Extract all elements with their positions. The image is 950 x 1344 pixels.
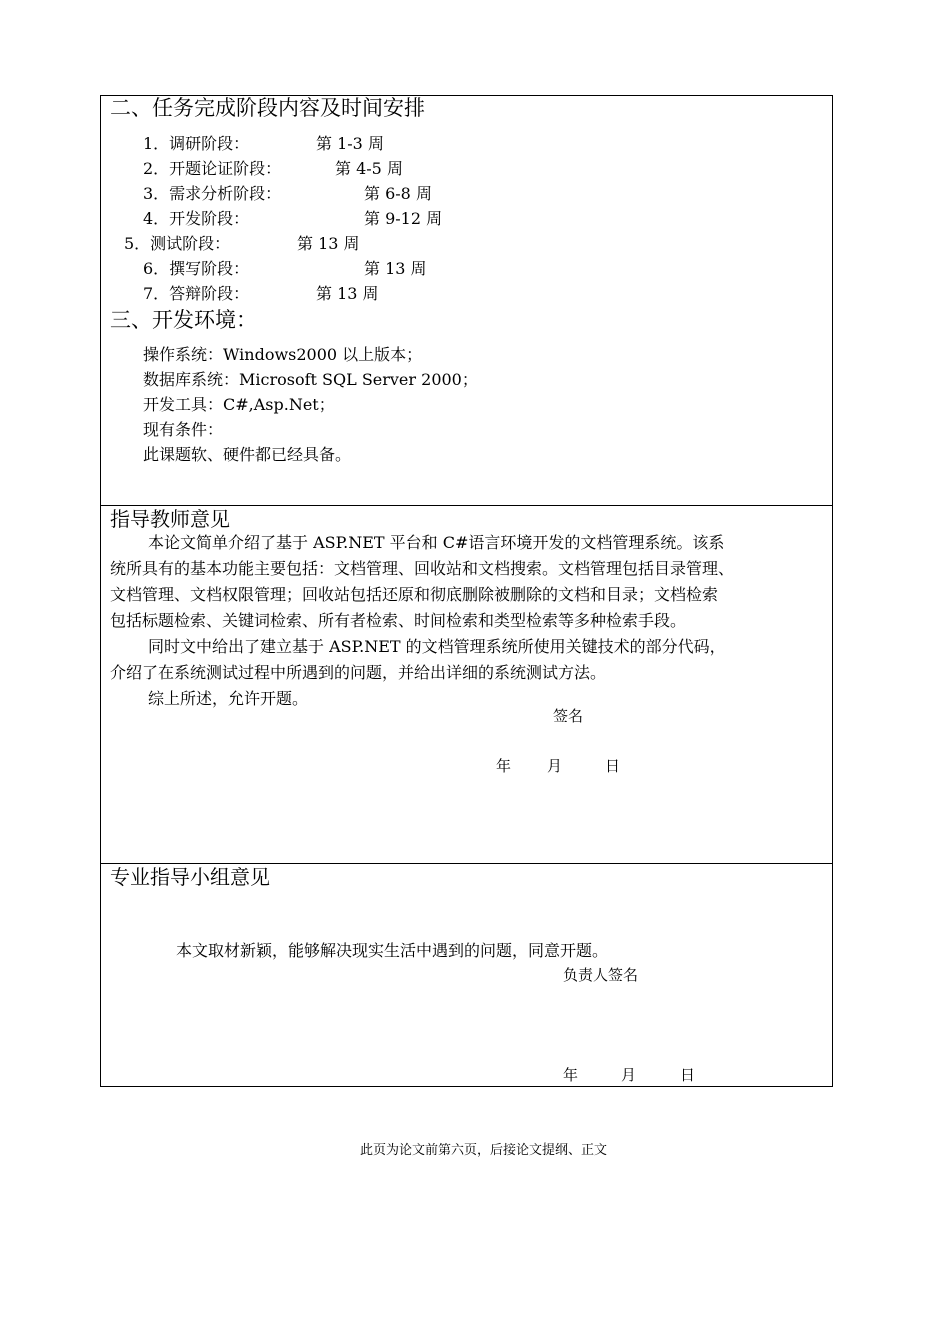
advisor-date-day: 日 bbox=[605, 757, 621, 775]
group-opinion: 本文取材新颖，能够解决现实生活中遇到的问题，同意开题。 bbox=[176, 941, 609, 960]
env-os: 操作系统：Windows2000 以上版本； bbox=[143, 345, 423, 364]
env-conditions-label: 现有条件： bbox=[143, 420, 224, 439]
advisor-p1-line-4: 包括标题检索、关键词检索、所有者检索、时间检索和类型检索等多种检索手段。 bbox=[110, 611, 687, 630]
group-title: 专业指导小组意见 bbox=[110, 865, 270, 889]
advisor-conclusion: 综上所述，允许开题。 bbox=[148, 689, 309, 708]
section3-title: 三、开发环境： bbox=[110, 308, 257, 332]
stage-3-time: 第 6-8 周 bbox=[364, 184, 432, 203]
stage-6-time: 第 13 周 bbox=[364, 259, 427, 278]
advisor-title: 指导教师意见 bbox=[110, 507, 230, 531]
group-date-day: 日 bbox=[680, 1066, 696, 1084]
stage-7-time: 第 13 周 bbox=[316, 284, 379, 303]
page-footer-note: 此页为论文前第六页，后接论文提纲、正文 bbox=[360, 1143, 608, 1158]
advisor-p1-line-2: 统所具有的基本功能主要包括：文档管理、回收站和文档搜索。文档管理包括目录管理、 bbox=[110, 559, 735, 578]
env-database: 数据库系统：Microsoft SQL Server 2000； bbox=[143, 370, 478, 389]
group-date-month: 月 bbox=[621, 1066, 637, 1084]
advisor-p1-line-3: 文档管理、文档权限管理；回收站包括还原和彻底删除被删除的文档和目录；文档检索 bbox=[110, 585, 719, 604]
advisor-sign-label: 签名 bbox=[553, 707, 584, 725]
stage-7-label: 7．答辩阶段： bbox=[143, 284, 250, 303]
row-divider-group bbox=[100, 863, 833, 864]
stage-5-time: 第 13 周 bbox=[297, 234, 360, 253]
section2-title: 二、任务完成阶段内容及时间安排 bbox=[110, 96, 425, 120]
advisor-date-month: 月 bbox=[547, 757, 563, 775]
stage-3-label: 3．需求分析阶段： bbox=[143, 184, 282, 203]
advisor-paragraph-1 bbox=[110, 530, 824, 712]
stage-4-label: 4．开发阶段： bbox=[143, 209, 250, 228]
advisor-p1-line-1: 本论文简单介绍了基于 ASP.NET 平台和 C#语言环境开发的文档管理系统。该系 bbox=[148, 533, 725, 552]
advisor-p2-line-2: 介绍了在系统测试过程中所遇到的问题，并给出详细的系统测试方法。 bbox=[110, 663, 607, 682]
stage-6-label: 6．撰写阶段： bbox=[143, 259, 250, 278]
row-divider-advisor bbox=[100, 505, 833, 506]
stage-4-time: 第 9-12 周 bbox=[364, 209, 443, 228]
group-sign-label: 负责人签名 bbox=[563, 966, 639, 984]
env-conditions-text: 此课题软、硬件都已经具备。 bbox=[143, 445, 352, 464]
stage-2-time: 第 4-5 周 bbox=[335, 159, 403, 178]
advisor-p2-line-1: 同时文中给出了建立基于 ASP.NET 的文档管理系统所使用关键技术的部分代码， bbox=[148, 637, 726, 656]
stage-2-label: 2．开题论证阶段： bbox=[143, 159, 282, 178]
stage-1-time: 第 1-3 周 bbox=[316, 134, 384, 153]
stage-1-label: 1．调研阶段： bbox=[143, 134, 250, 153]
stage-5-label: 5．测试阶段： bbox=[124, 234, 231, 253]
advisor-date-year: 年 bbox=[496, 757, 512, 775]
group-date-year: 年 bbox=[563, 1066, 579, 1084]
env-tools: 开发工具：C#,Asp.Net； bbox=[143, 395, 335, 414]
